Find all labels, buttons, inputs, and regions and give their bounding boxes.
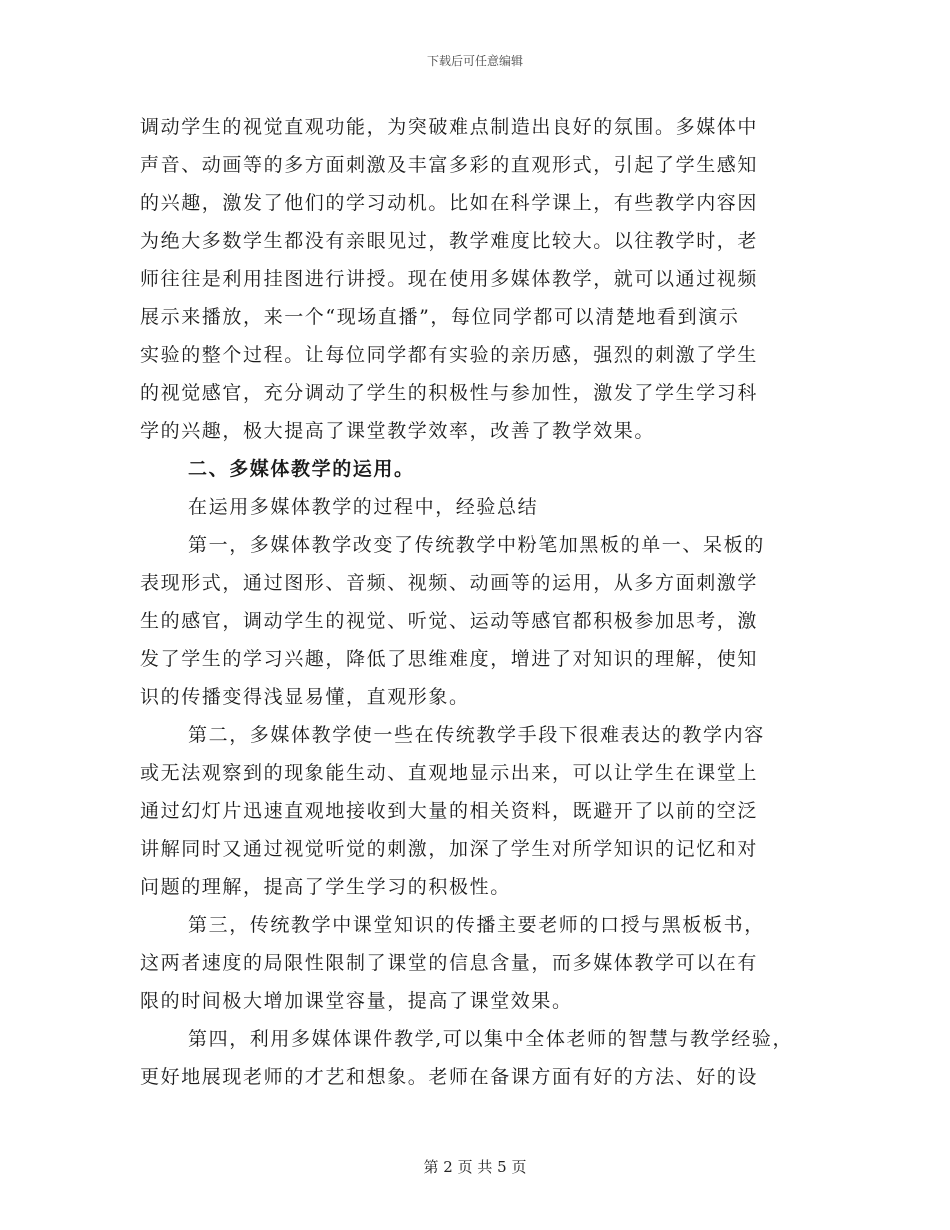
body-line: 第一，多媒体教学改变了传统教学中粉笔加黑板的单一、呆板的 <box>188 534 765 556</box>
body-line: 实验的整个过程。让每位同学都有实验的亲历感，强烈的刺激了学生 <box>140 344 759 366</box>
body-line: 第四，利用多媒体课件教学,可以集中全体老师的智慧与教学经验， <box>188 1028 794 1050</box>
page-header: 下载后可任意编辑 <box>426 54 523 68</box>
body-line: 第三，传统教学中课堂知识的传播主要老师的口授与黑板板书， <box>188 914 765 936</box>
body-line: 表现形式，通过图形、音频、视频、动画等的运用，从多方面刺激学 <box>140 572 759 594</box>
body-line: 限的时间极大增加课堂容量，提高了课堂效果。 <box>140 990 573 1012</box>
body-line: 这两者速度的局限性限制了课堂的信息含量，而多媒体教学可以在有 <box>140 952 759 974</box>
body-line: 的兴趣，激发了他们的学习动机。比如在科学课上，有些教学内容因 <box>140 192 759 214</box>
body-line: 识的传播变得浅显易懂，直观形象。 <box>140 686 470 708</box>
body-line: 生的感官，调动学生的视觉、听觉、运动等感官都积极参加思考，激 <box>140 610 759 632</box>
body-line: 学的兴趣，极大提高了课堂教学效率，改善了教学效果。 <box>140 420 656 442</box>
body-line: 通过幻灯片迅速直观地接收到大量的相关资料，既避开了以前的空泛 <box>140 800 759 822</box>
body-line: 的视觉感官，充分调动了学生的积极性与参加性，激发了学生学习科 <box>140 382 759 404</box>
body-line: 师往往是利用挂图进行讲授。现在使用多媒体教学，就可以通过视频 <box>140 268 759 290</box>
body-line: 问题的理解，提高了学生学习的积极性。 <box>140 876 511 898</box>
body-line: 发了学生的学习兴趣，降低了思维难度，增进了对知识的理解，使知 <box>140 648 759 670</box>
body-line: 调动学生的视觉直观功能，为突破难点制造出良好的氛围。多媒体中 <box>140 116 759 138</box>
body-line: 在运用多媒体教学的过程中，经验总结 <box>188 496 539 518</box>
body-line: 展示来播放，来一个“现场直播”，每位同学都可以清楚地看到演示 <box>140 306 740 328</box>
body-line: 或无法观察到的现象能生动、直观地显示出来，可以让学生在课堂上 <box>140 762 759 784</box>
body-line: 更好地展现老师的才艺和想象。老师在备课方面有好的方法、好的设 <box>140 1066 759 1088</box>
body-line: 为绝大多数学生都没有亲眼见过，教学难度比较大。以往教学时，老 <box>140 230 759 252</box>
page-number: 第 2 页 共 5 页 <box>423 1158 527 1176</box>
body-line: 讲解同时又通过视觉听觉的刺激，加深了学生对所学知识的记忆和对 <box>140 838 759 860</box>
body-line: 第二，多媒体教学使一些在传统教学手段下很难表达的教学内容 <box>188 724 765 746</box>
document-body <box>140 108 810 1096</box>
section-heading: 二、多媒体教学的运用。 <box>188 458 415 480</box>
body-line: 声音、动画等的多方面刺激及丰富多彩的直观形式，引起了学生感知 <box>140 154 759 176</box>
